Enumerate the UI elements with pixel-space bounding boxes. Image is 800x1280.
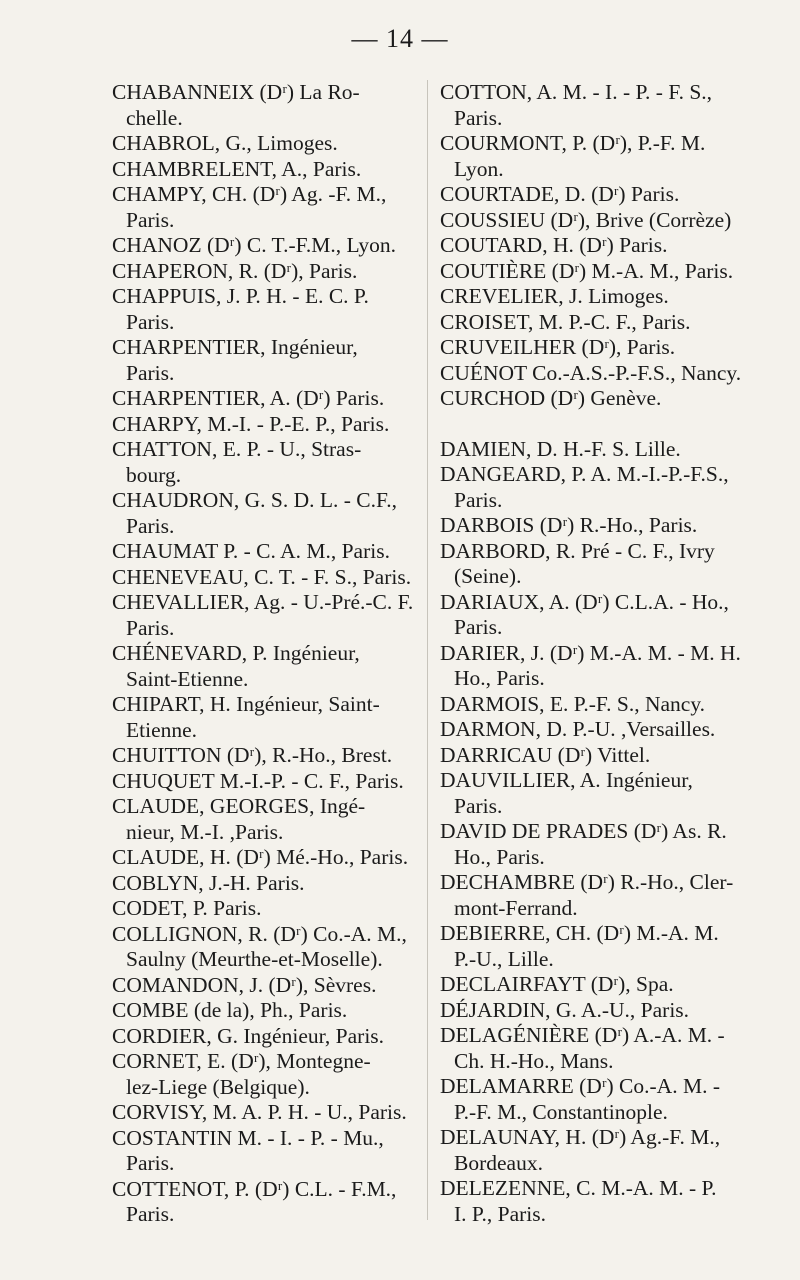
list-item: CURCHOD (Dʳ) Genève. — [440, 386, 662, 410]
left-column — [112, 80, 462, 1228]
list-item: DARMON, D. P.-U. ,Versailles. — [440, 717, 716, 741]
list-item: DEBIERRE, CH. (Dʳ) M.-A. M. P.-U., Lille. — [440, 921, 719, 971]
list-item: DAUVILLIER, A. Ingénieur, Paris. — [440, 768, 693, 818]
list-item: CUÉNOT Co.-A.S.-P.-F.S., Nancy. — [440, 360, 742, 385]
list-item: DELEZENNE, C. M.-A. M. - P. I. P., Paris. — [440, 1176, 717, 1226]
list-item: CHIPART, H. Ingénieur, Saint- Etienne. — [112, 692, 380, 742]
list-item: COLLIGNON, R. (Dʳ) Co.-A. M., Saulny (Meurthe-et-Moselle). — [112, 921, 407, 971]
list-item: DECHAMBRE (Dʳ) R.-Ho., Cler- mont-Ferrand. — [440, 870, 734, 920]
list-item: DARMOIS, E. P.-F. S., Nancy. — [440, 691, 706, 716]
list-item: COBLYN, J.-H. Paris. — [112, 870, 305, 895]
list-item: CHAMPY, CH. (Dʳ) Ag. -F. M., Paris. — [112, 182, 387, 232]
list-item: CHARPENTIER, Ingénieur, Paris. — [112, 335, 358, 385]
list-item: COMANDON, J. (Dʳ), Sèvres. — [112, 972, 377, 997]
list-item: DARIER, J. (Dʳ) M.-A. M. - M. H. Ho., Paris. — [440, 640, 741, 690]
list-item: CHAUDRON, G. S. D. L. - C.F., Paris. — [112, 488, 397, 538]
list-item: DARBOIS (Dʳ) R.-Ho., Paris. — [440, 513, 698, 537]
list-item: CREVELIER, J. Limoges. — [440, 284, 669, 308]
list-item: CHÉNEVARD, P. Ingénieur, Saint-Etienne. — [112, 641, 360, 691]
column-divider — [427, 80, 428, 1220]
list-item: CHABANNEIX (Dʳ) La Ro- chelle. — [112, 80, 360, 130]
list-item: CLAUDE, GEORGES, Ingé- nieur, M.-I. ,Paris. — [112, 794, 366, 844]
list-item: COURMONT, P. (Dʳ), P.-F. M. Lyon. — [440, 131, 706, 181]
list-item: DELAMARRE (Dʳ) Co.-A. M. - P.-F. M., Constantinople. — [440, 1074, 720, 1124]
list-item: CHATTON, E. P. - U., Stras- bourg. — [112, 437, 362, 487]
list-item: CHAPPUIS, J. P. H. - E. C. P. Paris. — [112, 284, 369, 334]
list-item: DAMIEN, D. H.-F. S. Lille. — [440, 436, 681, 461]
list-item: DECLAIRFAYT (Dʳ), Spa. — [440, 972, 674, 996]
list-item: CLAUDE, H. (Dʳ) Mé.-Ho., Paris. — [112, 845, 409, 869]
list-item: DAVID DE PRADES (Dʳ) As. R. Ho., Paris. — [440, 819, 727, 869]
list-item: COMBE (de la), Ph., Paris. — [112, 998, 348, 1022]
list-item: COURTADE, D. (Dʳ) Paris. — [440, 182, 680, 206]
list-item: CODET, P. Paris. — [112, 896, 262, 920]
list-item: CROISET, M. P.-C. F., Paris. — [440, 309, 691, 334]
list-item: CHAPERON, R. (Dʳ), Paris. — [112, 258, 358, 283]
list-item: CHAMBRELENT, A., Paris. — [112, 156, 362, 181]
list-item: CHUITTON (Dʳ), R.-Ho., Brest. — [112, 743, 393, 767]
list-item: CHAUMAT P. - C. A. M., Paris. — [112, 539, 390, 563]
list-item: COUSSIEU (Dʳ), Brive (Corrèze) — [440, 207, 732, 232]
list-item: CHARPENTIER, A. (Dʳ) Paris. — [112, 386, 385, 410]
list-item: CORVISY, M. A. P. H. - U., Paris. — [112, 1100, 407, 1124]
list-item: COUTIÈRE (Dʳ) M.-A. M., Paris. — [440, 258, 734, 283]
list-item: COUTARD, H. (Dʳ) Paris. — [440, 233, 668, 257]
list-item: DANGEARD, P. A. M.-I.-P.-F.S., Paris. — [440, 462, 729, 512]
list-item: CORNET, E. (Dʳ), Montegne- lez-Liege (Belgique). — [112, 1049, 371, 1099]
list-item: CHUQUET M.-I.-P. - C. F., Paris. — [112, 768, 404, 793]
list-item: DARRICAU (Dʳ) Vittel. — [440, 742, 651, 767]
list-item: COTTON, A. M. - I. - P. - F. S., Paris. — [440, 80, 713, 130]
page-number: — 14 — — [351, 24, 449, 53]
list-item: CORDIER, G. Ingénieur, Paris. — [112, 1023, 385, 1048]
list-item: DELAGÉNIÈRE (Dʳ) A.-A. M. - Ch. H.-Ho., Mans. — [440, 1023, 725, 1073]
list-item: DÉJARDIN, G. A.-U., Paris. — [440, 997, 690, 1022]
list-item: DARIAUX, A. (Dʳ) C.L.A. - Ho., Paris. — [440, 589, 729, 639]
list-item: CHABROL, G., Limoges. — [112, 131, 338, 155]
list-item: DARBORD, R. Pré - C. F., Ivry (Seine). — [440, 538, 715, 588]
list-item: COTTENOT, P. (Dʳ) C.L. - F.M., Paris. — [112, 1176, 397, 1226]
list-item: COSTANTIN M. - I. - P. - Mu., Paris. — [112, 1125, 384, 1175]
section-gap — [440, 412, 790, 437]
list-item: CHEVALLIER, Ag. - U.-Pré.-C. F. Paris. — [112, 590, 414, 640]
list-item: CHARPY, M.-I. - P.-E. P., Paris. — [112, 411, 390, 436]
list-item: CHANOZ (Dʳ) C. T.-F.M., Lyon. — [112, 233, 397, 257]
list-item: DELAUNAY, H. (Dʳ) Ag.-F. M., Bordeaux. — [440, 1125, 721, 1175]
list-item: CHENEVEAU, C. T. - F. S., Paris. — [112, 564, 412, 589]
list-item: CRUVEILHER (Dʳ), Paris. — [440, 335, 676, 359]
right-column — [440, 80, 790, 1227]
